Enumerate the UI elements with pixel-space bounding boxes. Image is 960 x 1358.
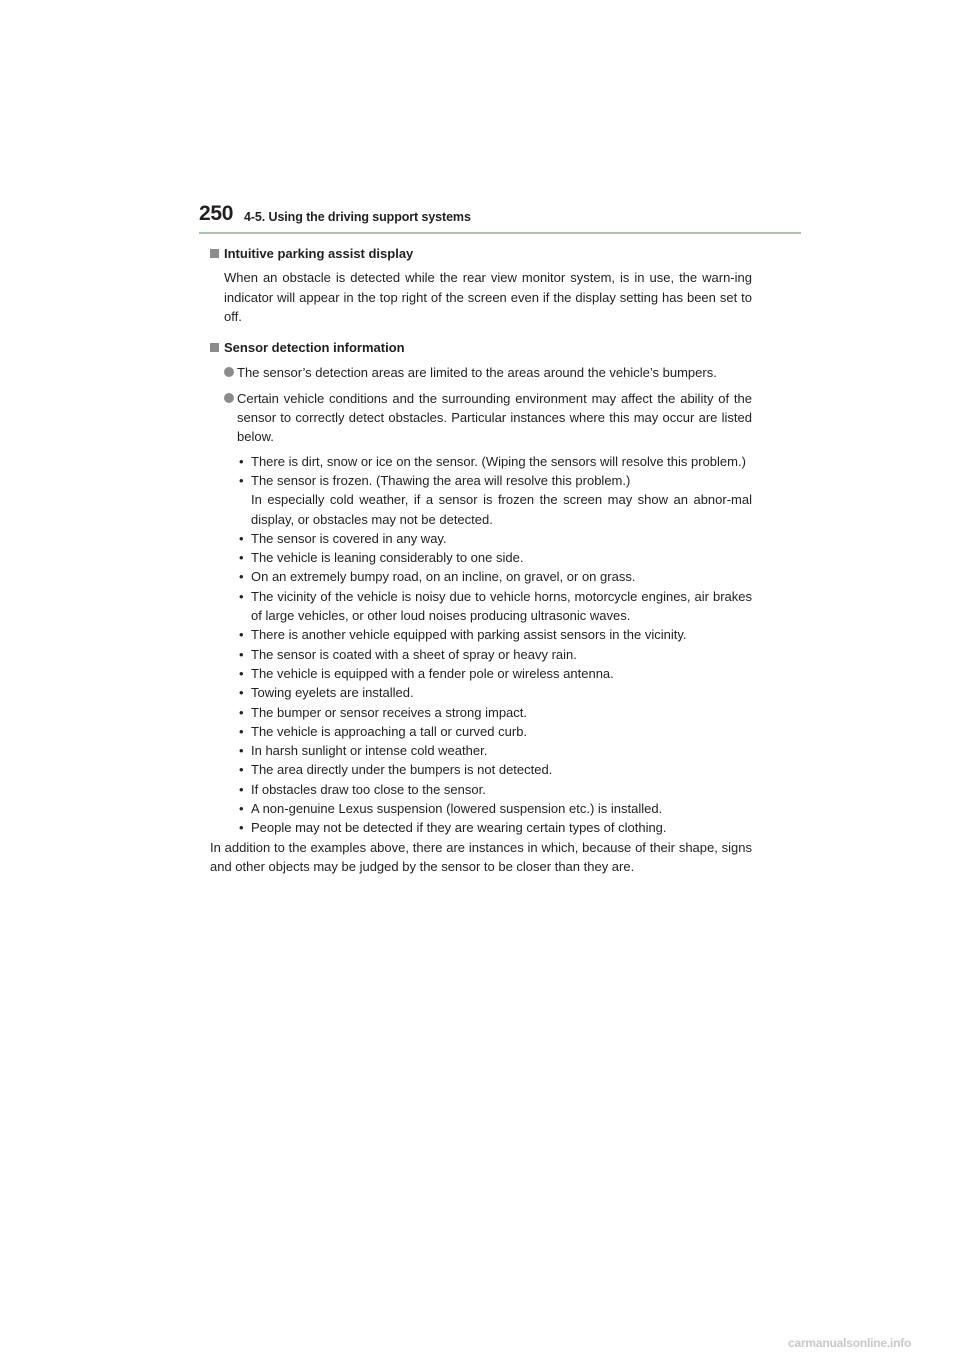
condition-text: The bumper or sensor receives a strong impact. [251, 704, 528, 720]
condition-text: The vehicle is approaching a tall or curved curb. [251, 723, 528, 739]
square-icon [210, 343, 219, 352]
condition-item [237, 529, 752, 548]
condition-item [237, 548, 752, 567]
bullet-mark: • [239, 550, 244, 566]
bullet-mark: • [239, 820, 244, 836]
condition-text: On an extremely bumpy road, on an incline, on gravel, or on grass. [251, 569, 636, 585]
dot-list-item [224, 389, 752, 447]
circle-bullet-icon [224, 393, 234, 403]
condition-item [237, 760, 752, 779]
bullet-mark: • [239, 627, 244, 643]
condition-item [237, 625, 752, 644]
condition-text: The sensor is frozen. (Thawing the area will resolve this problem.) [251, 472, 631, 488]
condition-item [237, 471, 752, 490]
bullet-mark: • [239, 723, 244, 739]
condition-item [237, 780, 752, 799]
condition-note [237, 490, 752, 529]
watermark: carmanualsonline.info [788, 1336, 912, 1350]
header-rule [199, 232, 801, 234]
condition-text: A non-genuine Lexus suspension (lowered suspension etc.) is installed. [251, 801, 663, 817]
condition-item [237, 587, 752, 626]
closing-paragraph: In addition to the examples above, there are instances in which, because of their shape, signs and other objects may be judged by the sensor to be closer than they are. [210, 839, 752, 874]
condition-text: The vicinity of the vehicle is noisy due to vehicle horns, motorcycle engines, air brakes of large vehicles, or other loud noises producing ultrasonic waves. [251, 588, 752, 624]
bullet-mark: • [239, 569, 244, 585]
section-heading-text: Sensor detection information [224, 340, 405, 356]
condition-item [237, 452, 752, 471]
page-content [210, 244, 752, 876]
bullet-mark: • [239, 704, 244, 720]
condition-text: The vehicle is leaning considerably to one side. [251, 550, 524, 566]
condition-text: In harsh sunlight or intense cold weather. [251, 743, 488, 759]
dot-list-item [224, 363, 752, 382]
condition-text: The area directly under the bumpers is not detected. [251, 762, 553, 778]
condition-text: The sensor is covered in any way. [251, 530, 447, 546]
bullet-mark: • [239, 801, 244, 817]
condition-item [237, 741, 752, 760]
condition-item [237, 645, 752, 664]
condition-item [237, 683, 752, 702]
condition-text: In especially cold weather, if a sensor is frozen the screen may show an abnor-mal display, or obstacles may not be detected. [251, 492, 752, 527]
bullet-mark: • [239, 646, 244, 662]
bullet-mark: • [239, 685, 244, 701]
bullet-mark: • [239, 472, 244, 488]
condition-text: People may not be detected if they are wearing certain types of clothing. [251, 820, 667, 836]
page-number: 250 [199, 202, 234, 225]
condition-item [237, 567, 752, 586]
section-heading [210, 244, 752, 263]
bullet-mark: • [239, 588, 244, 604]
bullet-mark: • [239, 530, 244, 546]
bullet-mark: • [239, 665, 244, 681]
condition-list [237, 452, 752, 838]
condition-item [237, 703, 752, 722]
condition-text: The vehicle is equipped with a fender pole or wireless antenna. [251, 665, 614, 681]
section-title: 4-5. Using the driving support systems [244, 210, 471, 224]
condition-text: Towing eyelets are installed. [251, 685, 414, 701]
condition-text: There is another vehicle equipped with parking assist sensors in the vicinity. [251, 627, 687, 643]
square-icon [210, 249, 219, 258]
circle-bullet-icon [224, 367, 234, 377]
condition-text: If obstacles draw too close to the sensor. [251, 781, 486, 797]
dot-list-item-text: Certain vehicle conditions and the surrounding environment may affect the ability of the sensor to correctly detect obstacles. Particular instances where this may occur are listed below. [237, 390, 752, 445]
condition-text: The sensor is coated with a sheet of spray or heavy rain. [251, 646, 577, 662]
section-paragraph: When an obstacle is detected while the rear view monitor system, is in use, the warn-ing indicator will appear in the top right of the screen even if the display setting has been set to off. [224, 270, 752, 324]
bullet-mark: • [239, 762, 244, 778]
section-heading [210, 338, 752, 357]
bullet-mark: • [239, 453, 244, 469]
condition-item [237, 818, 752, 837]
bullet-mark: • [239, 781, 244, 797]
condition-item [237, 664, 752, 683]
dot-list-item-text: The sensor’s detection areas are limited to the areas around the vehicle’s bumpers. [237, 365, 717, 381]
condition-text: There is dirt, snow or ice on the sensor. (Wiping the sensors will resolve this problem.) [251, 453, 746, 469]
section-heading-text: Intuitive parking assist display [224, 246, 414, 261]
condition-item [237, 722, 752, 741]
condition-item [237, 799, 752, 818]
page-header [199, 202, 801, 234]
bullet-mark: • [239, 743, 244, 759]
